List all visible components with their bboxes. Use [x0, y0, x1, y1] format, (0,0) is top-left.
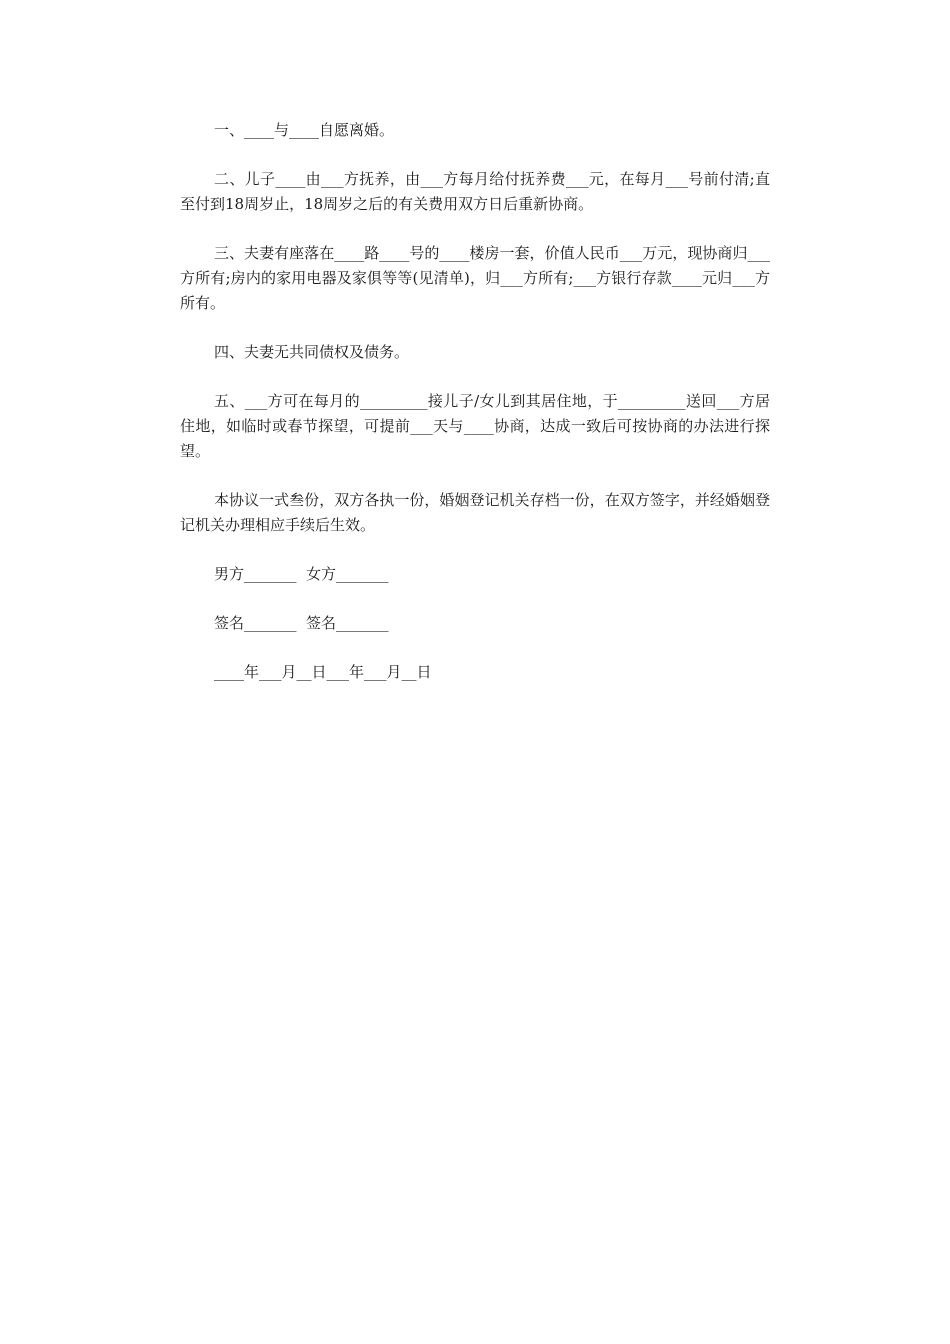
clause-2-custody: 二、儿子____由___方抚养，由___方每月给付抚养费___元，在每月___号前付清;直至付到18周岁止，18周岁之后的有关费用双方日后重新协商。 — [180, 170, 770, 213]
clause-4-debts: 四、夫妻无共同债权及债务。 — [214, 343, 410, 361]
document-body — [180, 118, 770, 709]
parties-line: 男方_______ 女方_______ — [214, 565, 389, 583]
clause-1: 一、____与____自愿离婚。 — [214, 121, 395, 139]
clause-5-visitation: 五、___方可在每月的_________接儿子/女儿到其居住地，于_________送回___方居住地，如临时或春节探望，可提前___天与____协商，达成一致后可按协商的办法进行探望。 — [180, 392, 770, 460]
signature-line: 签名_______ 签名_______ — [214, 614, 389, 632]
date-line: ____年___月__日___年___月__日 — [214, 663, 432, 681]
agreement-copies-clause: 本协议一式叁份，双方各执一份，婚姻登记机关存档一份，在双方签字，并经婚姻登记机关办理相应手续后生效。 — [180, 491, 770, 534]
clause-3-property: 三、夫妻有座落在____路____号的____楼房一套，价值人民币___万元，现协商归___方所有;房内的家用电器及家俱等等(见清单)，归___方所有;___方银行存款____元归___方所有。 — [180, 244, 770, 312]
